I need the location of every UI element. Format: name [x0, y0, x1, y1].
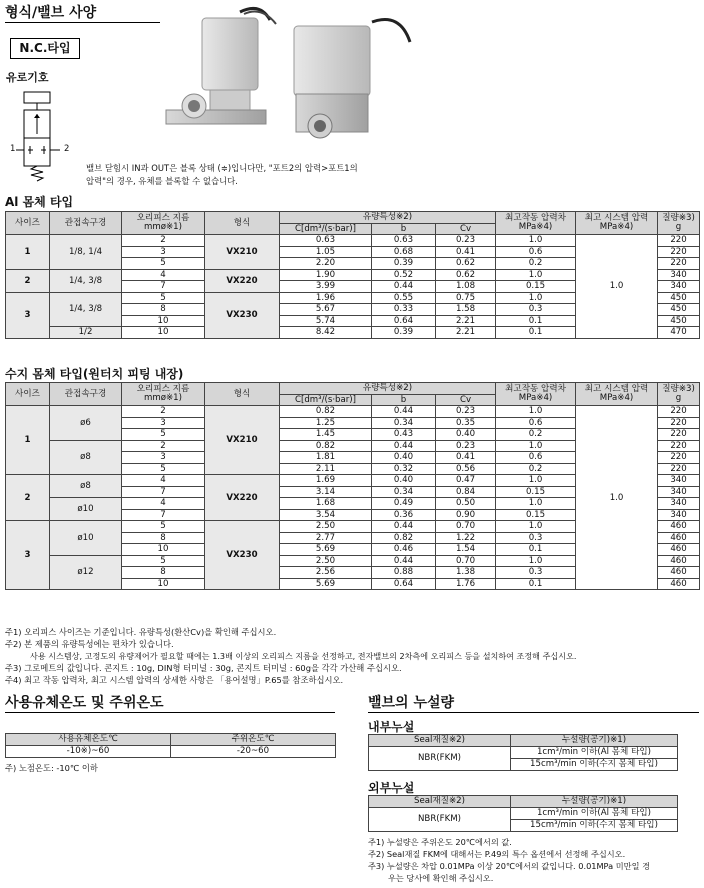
temp-note: 주) 노점온도: -10℃ 이하 [5, 763, 98, 773]
ambient-temp-value: -20~60 [171, 746, 336, 758]
maxdiff-cell: 0.1 [496, 578, 576, 590]
symbol-label: 유로기호 [6, 71, 49, 84]
h-seal: Seal재질※2) [369, 735, 511, 747]
orifice-cell: 2 [122, 440, 205, 452]
weight-cell: 460 [658, 521, 700, 533]
cv-cell: 0.40 [436, 429, 496, 441]
leak-al-cell: 1cm³/min 이하(Al 몸체 타입) [511, 808, 678, 820]
b-cell: 0.44 [372, 406, 436, 418]
b-cell: 0.88 [372, 567, 436, 579]
b-cell: 0.36 [372, 509, 436, 521]
cv-cell: 0.23 [436, 235, 496, 247]
cv-cell: 0.70 [436, 521, 496, 533]
cv-cell: 1.76 [436, 578, 496, 590]
b-cell: 0.44 [372, 521, 436, 533]
cv-cell: 0.90 [436, 509, 496, 521]
cv-cell: 0.56 [436, 463, 496, 475]
b-cell: 0.64 [372, 315, 436, 327]
product-photo [160, 2, 420, 150]
b-cell: 0.40 [372, 475, 436, 487]
maxdiff-cell: 0.3 [496, 567, 576, 579]
temp-table [5, 733, 336, 758]
weight-cell: 340 [658, 475, 700, 487]
c-cell: 8.42 [280, 327, 372, 339]
h-c: C[dm³/(s·bar)] [280, 394, 372, 406]
cv-cell: 0.35 [436, 417, 496, 429]
h-seal: Seal재질※2) [369, 796, 511, 808]
max-system-cell: 1.0 [576, 235, 658, 339]
orifice-cell: 3 [122, 246, 205, 258]
maxdiff-cell: 0.6 [496, 452, 576, 464]
orifice-cell: 7 [122, 486, 205, 498]
c-cell: 1.81 [280, 452, 372, 464]
b-cell: 0.82 [372, 532, 436, 544]
weight-cell: 460 [658, 578, 700, 590]
weight-cell: 220 [658, 417, 700, 429]
check-valve-glyph: ≑ [220, 163, 228, 173]
c-cell: 0.82 [280, 440, 372, 452]
weight-cell: 340 [658, 486, 700, 498]
c-cell: 1.90 [280, 269, 372, 281]
port-cell: 1/4, 3/8 [50, 292, 122, 327]
note-1: 주1) 오리피스 사이즈는 기준입니다. 유량특성(환산Cv)을 확인해 주십시오. [5, 627, 277, 637]
cv-cell: 1.38 [436, 567, 496, 579]
leak-title: 밸브의 누설량 [368, 695, 455, 711]
orifice-cell: 2 [122, 235, 205, 247]
c-cell: 3.54 [280, 509, 372, 521]
port-cell: ø10 [50, 498, 122, 521]
cv-cell: 0.62 [436, 269, 496, 281]
weight-cell: 220 [658, 406, 700, 418]
weight-cell: 220 [658, 235, 700, 247]
maxdiff-cell: 1.0 [496, 521, 576, 533]
maxdiff-cell: 0.1 [496, 315, 576, 327]
orifice-cell: 8 [122, 532, 205, 544]
maxdiff-cell: 1.0 [496, 498, 576, 510]
title-rule [5, 22, 160, 23]
c-cell: 1.68 [280, 498, 372, 510]
weight-cell: 340 [658, 281, 700, 293]
orifice-cell: 3 [122, 452, 205, 464]
internal-leak-table [368, 734, 678, 771]
c-cell: 1.25 [280, 417, 372, 429]
h-maxsys: 최고 시스템 압력 MPa※4) [576, 383, 658, 406]
h-leak: 누설량(공기)※1) [511, 796, 678, 808]
maxdiff-cell: 0.3 [496, 532, 576, 544]
h-maxdiff: 최고작동 압력차 MPa※4) [496, 383, 576, 406]
cv-cell: 2.21 [436, 315, 496, 327]
c-cell: 1.05 [280, 246, 372, 258]
b-cell: 0.64 [372, 578, 436, 590]
b-cell: 0.52 [372, 269, 436, 281]
leak-note-3-cont: 우는 당사에 확인해 주십시오. [388, 873, 494, 883]
size-cell: 2 [6, 475, 50, 521]
al-section-title: Al 몸체 타입 [5, 195, 74, 209]
nc-type-box: N.C.타입 [10, 38, 80, 59]
orifice-cell: 7 [122, 281, 205, 293]
b-cell: 0.68 [372, 246, 436, 258]
cv-cell: 0.23 [436, 440, 496, 452]
leak-resin-cell: 15cm³/min 이하(수지 몸체 타입) [511, 820, 678, 832]
leak-note-1: 주1) 누설량은 주위온도 20℃에서의 값. [368, 837, 512, 847]
cv-cell: 1.22 [436, 532, 496, 544]
maxdiff-cell: 0.15 [496, 509, 576, 521]
leak-al-cell: 1cm³/min 이하(Al 몸체 타입) [511, 747, 678, 759]
maxdiff-cell: 0.6 [496, 417, 576, 429]
model-cell: VX220 [205, 475, 280, 521]
temp-title: 사용유체온도 및 주위온도 [5, 695, 164, 711]
orifice-cell: 5 [122, 555, 205, 567]
b-cell: 0.34 [372, 417, 436, 429]
weight-cell: 450 [658, 292, 700, 304]
weight-cell: 450 [658, 304, 700, 316]
note-4: 주4) 최고 작동 압력차, 최고 시스템 압력의 상세한 사항은 「용어설명」P.65를 참조하십시오. [5, 675, 344, 685]
size-cell: 3 [6, 521, 50, 590]
model-cell: VX210 [205, 235, 280, 270]
h-flow: 유량특성※2) [280, 383, 496, 395]
b-cell: 0.63 [372, 235, 436, 247]
maxdiff-cell: 0.2 [496, 258, 576, 270]
h-b: b [372, 394, 436, 406]
c-cell: 1.45 [280, 429, 372, 441]
h-ambient-temp: 주위온도℃ [171, 734, 336, 746]
h-maxdiff: 최고작동 압력차 MPa※4) [496, 212, 576, 235]
fluid-temp-value: -10※)~60 [6, 746, 171, 758]
weight-cell: 340 [658, 498, 700, 510]
maxdiff-cell: 0.1 [496, 544, 576, 556]
cv-cell: 0.84 [436, 486, 496, 498]
external-leak-table [368, 795, 678, 832]
port-cell: 1/2 [50, 327, 122, 339]
h-orifice: 오리피스 지름 mmø※1) [122, 212, 205, 235]
internal-leak-title: 내부누설 [368, 720, 415, 734]
maxdiff-cell: 1.0 [496, 292, 576, 304]
h-model: 형식 [205, 383, 280, 406]
maxdiff-cell: 0.6 [496, 246, 576, 258]
h-c: C[dm³/(s·bar)] [280, 223, 372, 235]
cv-cell: 1.54 [436, 544, 496, 556]
cv-cell: 0.62 [436, 258, 496, 270]
port-cell: ø8 [50, 440, 122, 475]
b-cell: 0.32 [372, 463, 436, 475]
weight-cell: 220 [658, 429, 700, 441]
c-cell: 3.99 [280, 281, 372, 293]
cv-cell: 1.08 [436, 281, 496, 293]
page-title: 형식/밸브 사양 [5, 5, 97, 21]
orifice-cell: 4 [122, 269, 205, 281]
orifice-cell: 10 [122, 544, 205, 556]
h-b: b [372, 223, 436, 235]
cv-cell: 0.50 [436, 498, 496, 510]
h-port: 관접속구경 [50, 212, 122, 235]
c-cell: 2.50 [280, 555, 372, 567]
weight-cell: 460 [658, 567, 700, 579]
c-cell: 1.96 [280, 292, 372, 304]
note-3: 주3) 그로메트의 값입니다. 콘지트 : 10g, DIN형 터미널 : 30g, 콘지트 터미널 : 60g을 각각 가산해 주십시오. [5, 663, 402, 673]
h-weight: 질량※3) g [658, 383, 700, 406]
cv-cell: 0.75 [436, 292, 496, 304]
orifice-cell: 10 [122, 315, 205, 327]
orifice-cell: 5 [122, 258, 205, 270]
valve-symbol [8, 88, 80, 186]
cv-cell: 0.23 [436, 406, 496, 418]
symbol-note-line-2: 압력"의 경우, 유체를 블록할 수 없습니다. [86, 176, 238, 186]
al-spec-table [5, 211, 700, 339]
weight-cell: 340 [658, 269, 700, 281]
orifice-cell: 5 [122, 463, 205, 475]
maxdiff-cell: 0.2 [496, 429, 576, 441]
orifice-cell: 4 [122, 475, 205, 487]
orifice-cell: 8 [122, 567, 205, 579]
table-row [6, 235, 700, 247]
maxdiff-cell: 1.0 [496, 555, 576, 567]
b-cell: 0.43 [372, 429, 436, 441]
seal-cell: NBR(FKM) [369, 747, 511, 771]
maxdiff-cell: 0.2 [496, 463, 576, 475]
cv-cell: 0.41 [436, 246, 496, 258]
h-leak: 누설량(공기)※1) [511, 735, 678, 747]
port-2-label: 2 [64, 144, 70, 154]
cv-cell: 0.70 [436, 555, 496, 567]
port-cell: 1/4, 3/8 [50, 269, 122, 292]
b-cell: 0.34 [372, 486, 436, 498]
maxdiff-cell: 0.15 [496, 281, 576, 293]
maxdiff-cell: 0.1 [496, 327, 576, 339]
external-leak-title: 외부누설 [368, 781, 415, 795]
leak-rule [368, 712, 699, 713]
leak-note-2: 주2) Seal재질 FKM에 대해서는 P.49의 특수 옵션에서 선정해 주십시오. [368, 849, 626, 859]
cv-cell: 2.21 [436, 327, 496, 339]
c-cell: 2.50 [280, 521, 372, 533]
b-cell: 0.49 [372, 498, 436, 510]
h-port: 관접속구경 [50, 383, 122, 406]
c-cell: 0.63 [280, 235, 372, 247]
weight-cell: 460 [658, 544, 700, 556]
size-cell: 1 [6, 235, 50, 270]
orifice-cell: 10 [122, 327, 205, 339]
maxdiff-cell: 1.0 [496, 235, 576, 247]
b-cell: 0.39 [372, 258, 436, 270]
weight-cell: 220 [658, 246, 700, 258]
leak-note-3: 주3) 누설량은 차압 0.01MPa 이상 20℃에서의 값입니다. 0.01MPa 미만일 경 [368, 861, 650, 871]
table-row [6, 406, 700, 418]
weight-cell: 340 [658, 509, 700, 521]
c-cell: 0.82 [280, 406, 372, 418]
leak-resin-cell: 15cm³/min 이하(수지 몸체 타입) [511, 759, 678, 771]
maxdiff-cell: 1.0 [496, 475, 576, 487]
weight-cell: 220 [658, 258, 700, 270]
c-cell: 2.77 [280, 532, 372, 544]
maxdiff-cell: 1.0 [496, 440, 576, 452]
weight-cell: 460 [658, 555, 700, 567]
max-system-cell: 1.0 [576, 406, 658, 590]
h-size: 사이즈 [6, 383, 50, 406]
orifice-cell: 5 [122, 521, 205, 533]
h-fluid-temp: 사용유체온도℃ [6, 734, 171, 746]
temp-rule [5, 712, 335, 713]
seal-cell: NBR(FKM) [369, 808, 511, 832]
symbol-note-line-1: 밸브 닫힘시 IN과 OUT은 블록 상태 (≑)입니다만, "포트2의 압력>포트1의 [86, 163, 358, 173]
cv-cell: 0.47 [436, 475, 496, 487]
port-1-label: 1 [10, 144, 16, 154]
orifice-cell: 10 [122, 578, 205, 590]
resin-spec-table [5, 382, 700, 590]
orifice-cell: 5 [122, 292, 205, 304]
orifice-cell: 7 [122, 509, 205, 521]
note-2-detail: 사용 시스템상, 고정도의 유량제어가 필요할 때에는 1.3배 이상의 오리피스 지름을 선정하고, 전자밸브의 2차측에 오리피스 등을 설치하여 조정해 주십시오. [30, 651, 577, 661]
b-cell: 0.40 [372, 452, 436, 464]
c-cell: 5.74 [280, 315, 372, 327]
c-cell: 5.69 [280, 544, 372, 556]
weight-cell: 220 [658, 440, 700, 452]
orifice-cell: 8 [122, 304, 205, 316]
c-cell: 1.69 [280, 475, 372, 487]
weight-cell: 450 [658, 315, 700, 327]
h-cv: Cv [436, 394, 496, 406]
model-cell: VX210 [205, 406, 280, 475]
port-cell: 1/8, 1/4 [50, 235, 122, 270]
h-cv: Cv [436, 223, 496, 235]
h-flow: 유량특성※2) [280, 212, 496, 224]
b-cell: 0.55 [372, 292, 436, 304]
maxdiff-cell: 0.15 [496, 486, 576, 498]
maxdiff-cell: 0.3 [496, 304, 576, 316]
orifice-cell: 2 [122, 406, 205, 418]
b-cell: 0.44 [372, 281, 436, 293]
weight-cell: 220 [658, 463, 700, 475]
weight-cell: 220 [658, 452, 700, 464]
b-cell: 0.33 [372, 304, 436, 316]
maxdiff-cell: 1.0 [496, 269, 576, 281]
b-cell: 0.44 [372, 440, 436, 452]
b-cell: 0.44 [372, 555, 436, 567]
weight-cell: 470 [658, 327, 700, 339]
b-cell: 0.39 [372, 327, 436, 339]
size-cell: 1 [6, 406, 50, 475]
resin-section-title: 수지 몸체 타입(원터치 피팅 내장) [5, 367, 184, 381]
c-cell: 2.20 [280, 258, 372, 270]
c-cell: 3.14 [280, 486, 372, 498]
size-cell: 2 [6, 269, 50, 292]
maxdiff-cell: 1.0 [496, 406, 576, 418]
h-maxsys: 최고 시스템 압력 MPa※4) [576, 212, 658, 235]
cv-cell: 1.58 [436, 304, 496, 316]
c-cell: 2.56 [280, 567, 372, 579]
h-orifice: 오리피스 지름 mmø※1) [122, 383, 205, 406]
port-cell: ø10 [50, 521, 122, 556]
orifice-cell: 4 [122, 498, 205, 510]
cv-cell: 0.41 [436, 452, 496, 464]
size-cell: 3 [6, 292, 50, 338]
orifice-cell: 3 [122, 417, 205, 429]
model-cell: VX230 [205, 521, 280, 590]
h-model: 형식 [205, 212, 280, 235]
h-weight: 질량※3) g [658, 212, 700, 235]
port-cell: ø6 [50, 406, 122, 441]
orifice-cell: 5 [122, 429, 205, 441]
port-cell: ø8 [50, 475, 122, 498]
c-cell: 5.69 [280, 578, 372, 590]
model-cell: VX230 [205, 292, 280, 338]
c-cell: 5.67 [280, 304, 372, 316]
note-2: 주2) 본 제품의 유량특성에는 편차가 있습니다. [5, 639, 174, 649]
h-size: 사이즈 [6, 212, 50, 235]
c-cell: 2.11 [280, 463, 372, 475]
weight-cell: 460 [658, 532, 700, 544]
port-cell: ø12 [50, 555, 122, 590]
model-cell: VX220 [205, 269, 280, 292]
b-cell: 0.46 [372, 544, 436, 556]
